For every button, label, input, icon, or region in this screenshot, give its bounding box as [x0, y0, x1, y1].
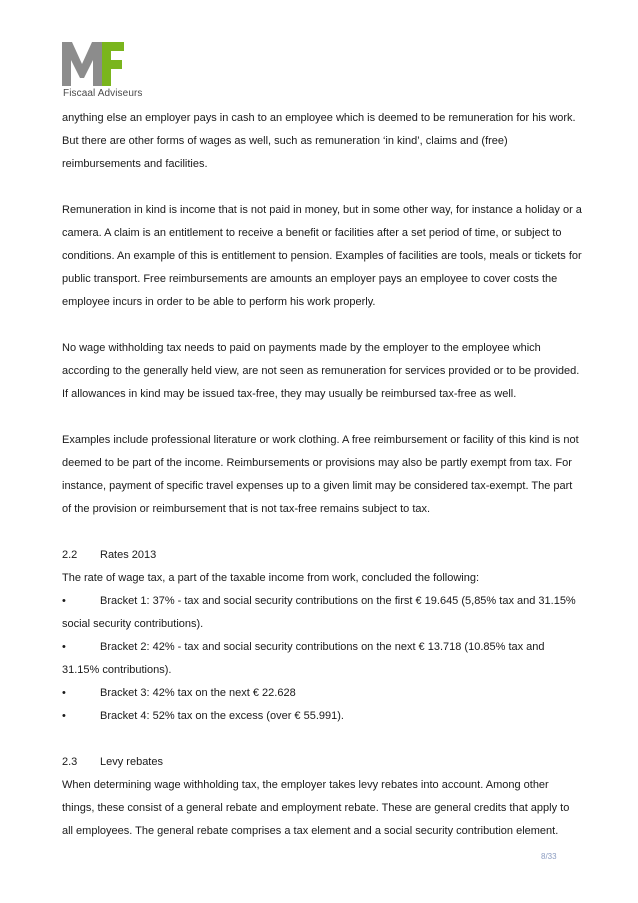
logo-text: Fiscaal Adviseurs — [63, 88, 143, 99]
section-intro: The rate of wage tax, a part of the taxable income from work, concluded the following: — [62, 572, 480, 584]
list-item — [62, 705, 582, 728]
section-number: 2.3 — [62, 756, 78, 768]
paragraph: Remuneration in kind is income that is not paid in money, but in some other way, for instance a holiday or a camera. A claim is an entitlement to receive a benefit or facilities after a set period of time, or subject to conditions. An example of this is entitlement to pension. Examples of facilities are tools, meals or tickets for public transport. Free reimbursements are amounts an employer pays an employee to cover costs the employee incurs in order to be able to perform his work properly. — [62, 204, 582, 308]
bullet-text: Bracket 2: 42% - tax and social security contributions on the next € 13.718 (10.85% tax and 31.15% contributions). — [62, 641, 545, 676]
bullet-point: • — [62, 687, 66, 699]
bullet-text: Bracket 4: 52% tax on the excess (over € 55.991). — [100, 710, 344, 722]
section-title: Rates 2013 — [100, 549, 157, 561]
bullet-point: • — [62, 641, 66, 653]
bullet-point: • — [62, 710, 66, 722]
list-item — [62, 636, 582, 682]
document-body — [62, 107, 582, 843]
logo-letter-f — [102, 42, 124, 86]
section-heading-rates — [62, 544, 582, 567]
paragraph: No wage withholding tax needs to paid on payments made by the employer to the employee which according to the generally held view, are not seen as remuneration for services provided or to be provided. If allowances in kind may be issued tax-free, they may usually be reimbursed tax-free as well. — [62, 342, 580, 400]
paragraph: When determining wage withholding tax, the employer takes levy rebates into account. Among other things, these consist of a general rebate and employment rebate. These are general credits that apply to all employees. The general rebate comprises a tax element and a social security contribution element. — [62, 779, 570, 837]
paragraph: Examples include professional literature or work clothing. A free reimbursement or facility of this kind is not deemed to be part of the income. Reimbursements or provisions may also be partly exempt from tax. For instance, payment of specific travel expenses up to a given limit may be considered tax-exempt. The part of the provision or reimbursement that is not tax-free remains subject to tax. — [62, 434, 579, 515]
paragraph: anything else an employer pays in cash to an employee which is deemed to be remuneration for his work. But there are other forms of wages as well, such as remuneration ‘in kind’, claims and (free) reimbursements and facilities. — [62, 112, 576, 170]
list-item — [62, 682, 582, 705]
section-number: 2.2 — [62, 549, 78, 561]
bullet-text: Bracket 1: 37% - tax and social security contributions on the first € 19.645 (5,85% tax and 31.15% social security contributions). — [62, 595, 576, 630]
list-item — [62, 590, 582, 636]
section-title: Levy rebates — [100, 756, 163, 768]
bullet-point: • — [62, 595, 66, 607]
section-heading-levy-rebates — [62, 751, 582, 774]
bullet-text: Bracket 3: 42% tax on the next € 22.628 — [100, 687, 296, 699]
page-number: 8/33 — [541, 852, 557, 861]
logo-letter-m — [62, 42, 102, 86]
